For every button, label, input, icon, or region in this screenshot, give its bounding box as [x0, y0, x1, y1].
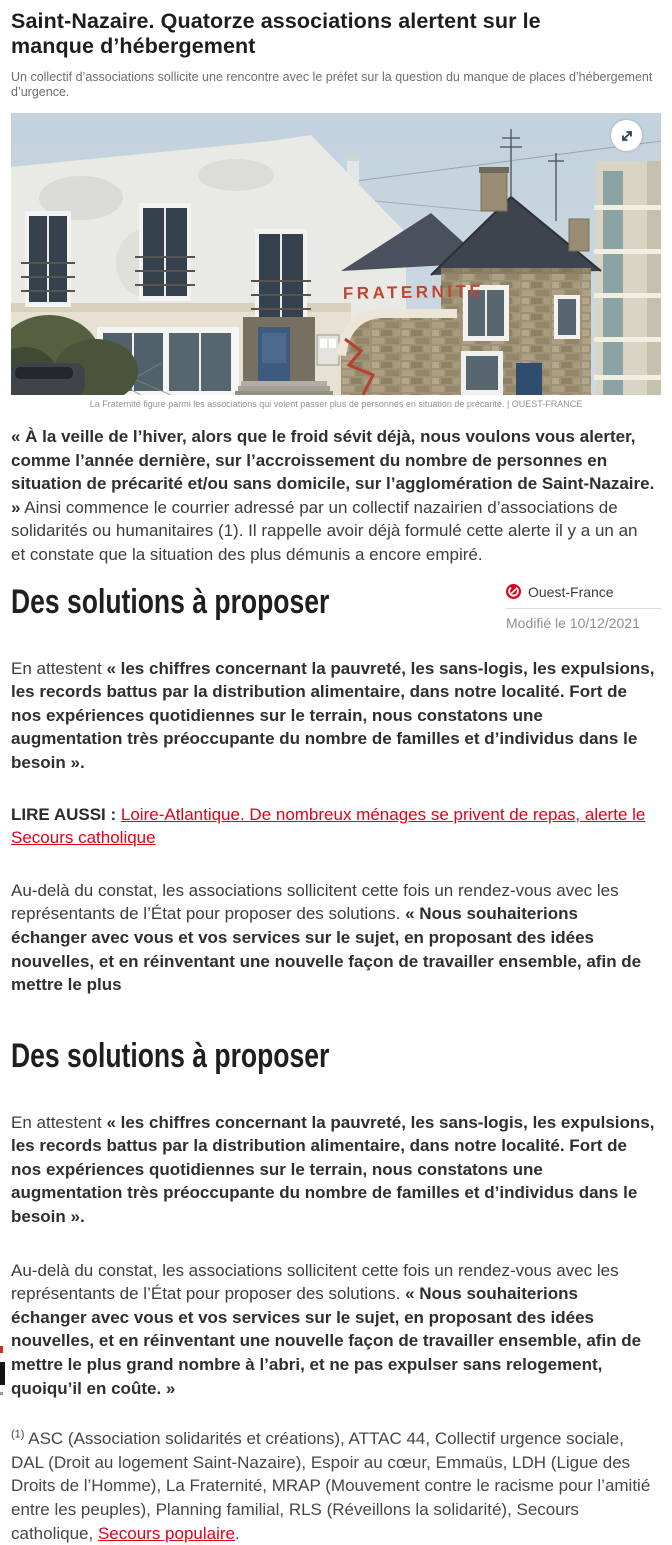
expand-photo-button[interactable]: [611, 120, 642, 151]
attest-paragraph-1: [11, 657, 656, 775]
audela-lead-1: Au-delà du constat, les associations sollicitent cette fois un rendez-vous avec les représentants de l’État pour proposer des solutions.: [11, 880, 619, 924]
article-photo-figure: [11, 113, 661, 410]
audela-paragraph-2: [11, 1259, 656, 1401]
lire-aussi-block: [11, 803, 656, 850]
footnote: [11, 1427, 656, 1545]
lire-aussi-label: LIRE AUSSI :: [11, 804, 117, 824]
fraternite-sign-text: FRATERNITE: [342, 281, 485, 303]
byline-source-row: [506, 584, 661, 609]
intro-paragraph: [11, 425, 656, 567]
intro-quote: « À la veille de l’hiver, alors que le froid sévit déjà, nous voulons vous alerter, comme l’année dernière, sur l’accroissement du nombre de personnes en situation de précarité et/ou sans domicile, sur l’agglomération de Saint-Nazaire. »: [11, 427, 655, 517]
footnote-marker: (1): [11, 1428, 25, 1441]
expand-arrows-icon: [618, 127, 636, 145]
article-subtitle: Un collectif d’associations sollicite une rencontre avec le préfet sur la question du manque de places d’hébergement d’urgence.: [11, 70, 653, 99]
attest-quote-1: « les chiffres concernant la pauvreté, les sans-logis, les expulsions, les records battus par la distribution alimentaire, dans notre localité. Fort de nos expériences quotidiennes sur le terrain, nous constatons une augmentation très préoccupante du nombre de familles et d’individus dans le besoin ».: [11, 658, 655, 772]
audela-lead-2: Au-delà du constat, les associations sollicitent cette fois un rendez-vous avec les représentants de l’État pour proposer des solutions.: [11, 1260, 619, 1304]
lire-aussi-link[interactable]: Loire-Atlantique. De nombreux ménages se privent de repas, alerte le Secours catholique: [11, 804, 646, 848]
attest-quote-2: « les chiffres concernant la pauvreté, les sans-logis, les expulsions, les records battus par la distribution alimentaire, dans notre localité. Fort de nos expériences quotidiennes sur le terrain, nous constatons une augmentation très préoccupante du nombre de familles et d’individus dans le besoin ».: [11, 1112, 655, 1227]
audela-quote-1: « Nous souhaiterions échanger avec vous et vos services sur le sujet, en proposant des idées nouvelles, et en réinventant une nouvelle façon de travailler ensemble, afin de mettre le plus: [11, 904, 642, 995]
section1-heading-row: [11, 583, 661, 631]
intro-rest: Ainsi commence le courrier adressé par un collectif nazairien d’associations de solidarités ou humanitaires (1). Il rappelle avoir déjà formulé cette alerte il y a un an et constate que la situation des plus démunis a encore empiré.: [11, 497, 638, 564]
attest-lead-1: En attestent: [11, 658, 107, 678]
section1-heading: Des solutions à proposer: [11, 582, 330, 621]
photo-credit: | OUEST-FRANCE: [506, 399, 583, 409]
byline-meta: [506, 583, 661, 631]
byline-source: Ouest-France: [528, 583, 614, 600]
edge-artifact-gray: [0, 1392, 3, 1395]
attest-paragraph-2: [11, 1111, 656, 1229]
audela-paragraph-1: [11, 879, 656, 997]
section2-heading: Des solutions à proposer: [11, 1036, 330, 1075]
article-photo: [11, 113, 661, 395]
footnote-text: ASC (Association solidarités et créations), ATTAC 44, Collectif urgence sociale, DAL (Droit au logement Saint-Nazaire), Espoir au cœur, Emmaüs, LDH (Ligue des Droits de l’Homme), La Fraternité, MRAP (Mouvement contre le racisme pour l’amitié entre les peuples), Planning familial, RLS (Réveillons la solidarité), Secours catholique,: [11, 1429, 651, 1543]
footnote-period: .: [234, 1523, 240, 1543]
edge-artifact-red: [0, 1346, 3, 1353]
page-title: Saint-Nazaire. Quatorze associations alertent sur le manque d’hébergement: [11, 9, 541, 58]
ouest-france-logo: [506, 584, 521, 599]
photo-caption-text: La Fraternité figure parmi les associations qui voient passer plus de personnes en situation de précarité.: [89, 399, 505, 409]
article: [0, 9, 672, 1545]
attest-lead-2: En attestent: [11, 1112, 107, 1132]
edge-artifact-black: [0, 1362, 5, 1385]
audela-quote-2: « Nous souhaiterions échanger avec vous et vos services sur le sujet, en proposant des idées nouvelles, et en réinventant une nouvelle façon de travailler ensemble, afin de mettre le plus grand nombre à l’abri, et ne pas expulser sans relogement, quoiqu’il en coûte. »: [11, 1284, 642, 1398]
secours-populaire-link[interactable]: Secours populaire: [97, 1523, 235, 1543]
byline-modified: Modifié le 10/12/2021: [506, 614, 640, 631]
photo-caption: [11, 399, 661, 410]
